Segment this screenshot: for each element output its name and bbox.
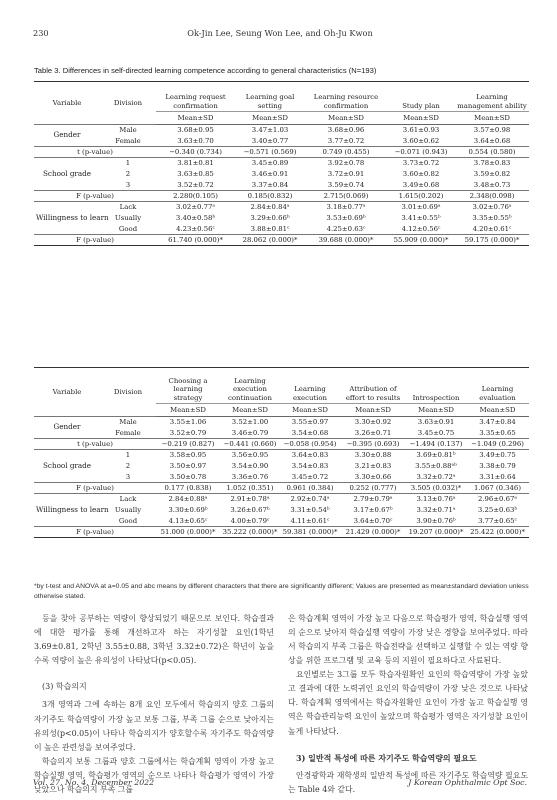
header-mean-sd: Mean±SD <box>305 112 387 125</box>
header-mean-sd: Mean±SD <box>466 404 529 417</box>
value-cell: 61.740 (0.000)* <box>156 235 235 246</box>
table-row <box>34 527 529 538</box>
division-cell: F (p-value) <box>34 483 156 494</box>
paragraph: 안경광학과 재학생의 일반적 특성에 따른 자기주도 학습역량 필요도는 Table 4와 같다. <box>288 770 528 794</box>
header-mean-sd: Mean±SD <box>340 404 406 417</box>
value-cell: 3.47±0.84 <box>466 417 529 428</box>
header-mean-sd: Mean±SD <box>220 404 280 417</box>
value-cell: 3.77±0.72 <box>327 136 365 145</box>
value-cell: 3.47±1.03 <box>235 125 305 136</box>
header-col: Learning goal setting <box>245 93 295 110</box>
value-cell: 3.81±0.81 <box>156 158 235 169</box>
paragraph: 등을 찾아 공부하는 역량이 향상되었기 때문으로 보인다. 학습결과에 대한 평가를 통해 개선하고자 하는 자기성찰 요인(1학년 3.69±0.81, 2학년 3.55±0.88, 3학년 3.32±0.72)은 학년이 높을수록 역량이 높은 유의성이 나타났다(p<0.05). <box>34 614 274 666</box>
value-cell: −0.571 (0.569) <box>235 147 305 158</box>
header-col: Learning execution <box>293 385 327 402</box>
value-cell: 3.59±0.74 <box>327 180 365 189</box>
header-mean-sd: Mean±SD <box>406 404 466 417</box>
header-mean-sd: Mean±SD <box>280 404 340 417</box>
value-cell: 2.280(0.105) <box>156 191 235 202</box>
division-cell: 1 <box>100 450 156 461</box>
value-cell: 4.12±0.56ᶜ <box>401 224 441 233</box>
table-3-part-1 <box>34 81 529 246</box>
division-cell: t (p-value) <box>34 147 156 158</box>
value-cell: 3.45±0.75 <box>417 428 455 437</box>
value-cell: 3.17±0.67ᵇ <box>353 505 393 514</box>
value-cell: 1.067 (0.346) <box>466 483 529 494</box>
value-cell: 3.40±0.58ᵇ <box>175 213 216 222</box>
table-row <box>34 191 529 202</box>
division-cell: Lack <box>100 202 156 213</box>
division-cell: Lack <box>100 494 156 505</box>
value-cell: 2.91±0.78ᵃ <box>220 494 280 505</box>
value-cell: 3.68±0.95 <box>156 125 235 136</box>
value-cell: 3.55±1.06 <box>156 417 220 428</box>
paragraph: 3개 영역과 그에 속하는 8개 요인 모두에서 학습의지 양호 그룹의 자기주도 학습역량이 가장 높고 보통 그룹, 부족 그룹 순으로 낮아지는 유의성(p<0.05)이 나타나 학습의지가 양호할수록 자기주도 학습역량이 높은 관련성을 보여주었다. <box>34 700 274 752</box>
value-cell: 3.40±0.77 <box>251 136 289 145</box>
value-cell: 3.13±0.76ᵃ <box>406 494 466 505</box>
value-cell: 3.92±0.78 <box>305 158 387 169</box>
value-cell: 3.29±0.66ᵇ <box>250 213 290 222</box>
value-cell: 3.26±0.67ᵇ <box>230 505 270 514</box>
table-row <box>34 235 529 246</box>
value-cell: 3.21±0.83 <box>354 461 392 470</box>
value-cell: 25.422 (0.000)* <box>466 527 529 538</box>
value-cell: −0.058 (0.954) <box>280 439 340 450</box>
value-cell: 55.909 (0.000)* <box>387 235 455 246</box>
table-row <box>34 224 529 235</box>
division-cell: F (p-value) <box>34 191 156 202</box>
value-cell: 3.31±0.64 <box>479 472 516 481</box>
value-cell: 4.23±0.56ᶜ <box>176 224 215 233</box>
value-cell: 3.57±0.98 <box>455 125 529 136</box>
value-cell: 3.49±0.68 <box>402 180 440 189</box>
value-cell: 3.30±0.92 <box>340 417 406 428</box>
value-cell: 3.77±0.65ᶜ <box>478 516 517 525</box>
value-cell: 3.55±0.88ᵃᵇ <box>415 461 457 470</box>
value-cell: 3.38±0.79 <box>479 461 516 470</box>
value-cell: 3.30±0.66 <box>354 472 392 481</box>
table-row <box>34 125 529 136</box>
value-cell: 4.25±0.63ᶜ <box>326 224 366 233</box>
variable-cell: Gender <box>34 417 100 439</box>
table-row <box>34 494 529 505</box>
value-cell: 3.31±0.54ᵇ <box>290 505 330 514</box>
value-cell: 3.64±0.83 <box>280 450 340 461</box>
variable-cell: Gender <box>34 125 100 147</box>
header-mean-sd: Mean±SD <box>156 112 235 125</box>
division-cell: F (p-value) <box>34 235 156 246</box>
paragraph: 요인별로는 3그룹 모두 학습자원확인 요인의 학습역량이 가장 높았고 결과에 대한 노력귀인 요인의 학습역량이 가장 낮은 것으로 나타났다. 학습계획 영역에서는 학습자원확인 요인이 가장 높고 학습실행 영역은 학습관리능력 요인이 높았으며 학습평가 영역은 자기성찰 요인이 높게 나타났다. <box>288 670 528 736</box>
table-row <box>34 169 529 180</box>
division-cell: Male <box>100 417 156 428</box>
division-cell: 2 <box>125 169 131 178</box>
value-cell: 3.64±0.70ᶜ <box>353 516 393 525</box>
header-col: Attribution of effort to results <box>345 385 401 402</box>
value-cell: 59.175 (0.000)* <box>455 235 529 246</box>
value-cell: 3.54±0.68 <box>291 428 329 437</box>
value-cell: 4.20±0.61ᶜ <box>472 224 512 233</box>
header-col: Learning evaluation <box>479 385 516 402</box>
division-cell: Usually <box>114 213 142 222</box>
table-row <box>34 439 529 450</box>
division-cell: t (p-value) <box>34 439 156 450</box>
value-cell: 35.222 (0.000)* <box>220 527 280 538</box>
division-cell: 3 <box>125 472 131 481</box>
header-col: Learning request confirmation <box>165 93 226 110</box>
value-cell: 3.01±0.69ᵃ <box>387 202 455 213</box>
value-cell: −1.494 (0.137) <box>406 439 466 450</box>
page-number: 230 <box>33 28 49 38</box>
value-cell: 3.18±0.77ᵃ <box>305 202 387 213</box>
value-cell: 4.13±0.65ᶜ <box>168 516 208 525</box>
table-row <box>34 472 529 483</box>
value-cell: −0.219 (0.827) <box>156 439 220 450</box>
value-cell: 4.00±0.79ᶜ <box>230 516 270 525</box>
table-footnote: *by t-test and ANOVA at a=0.05 and abc means by different characters that there are significantly different; Values are presented as mean±standard deviation unless otherwise stated. <box>34 583 529 600</box>
table-3-part-2 <box>34 367 529 538</box>
value-cell: 3.50±0.97 <box>169 461 207 470</box>
value-cell: −0.441 (0.660) <box>220 439 280 450</box>
division-cell: Usually <box>114 505 142 514</box>
value-cell: 3.53±0.69ᵇ <box>326 213 366 222</box>
value-cell: 3.32±0.71ᵃ <box>416 505 456 514</box>
value-cell: −0.395 (0.693) <box>340 439 406 450</box>
value-cell: 2.79±0.79ᵃ <box>340 494 406 505</box>
value-cell: 2.84±0.84ᵃ <box>235 202 305 213</box>
value-cell: 1.615(0.202) <box>387 191 455 202</box>
value-cell: 2.92±0.74ᵃ <box>280 494 340 505</box>
division-cell: 1 <box>100 158 156 169</box>
header-col: Learning resource confirmation <box>313 93 379 110</box>
variable-cell: Willingness to learn <box>34 494 100 527</box>
value-cell: 3.46±0.79 <box>231 428 269 437</box>
division-cell: Female <box>115 428 141 437</box>
value-cell: 3.36±0.76 <box>231 472 269 481</box>
value-cell: 51.000 (0.000)* <box>156 527 220 538</box>
variable-cell: School grade <box>34 450 100 483</box>
table-row <box>34 483 529 494</box>
value-cell: 2.84±0.88ᵃ <box>156 494 220 505</box>
paragraph: 학습의지 보통 그룹과 양호 그룹에서는 학습계획 영역이 가장 높고 학습실행 영역, 학습평가 영역의 순으로 나타나 학습평가 영역이 가장 낮았으나 학습의지 부족 그룹 <box>34 756 274 794</box>
value-cell: 3.48±0.73 <box>473 180 511 189</box>
value-cell: 3.63±0.91 <box>406 417 466 428</box>
header-col: Study plan <box>402 101 440 110</box>
body-column-left <box>34 612 274 797</box>
table-body <box>34 417 529 538</box>
value-cell: 3.50±0.78 <box>169 472 207 481</box>
value-cell: 3.90±0.76ᵇ <box>416 516 456 525</box>
table-row <box>34 417 529 428</box>
value-cell: −0.071 (0.943) <box>387 147 455 158</box>
table-row <box>34 136 529 147</box>
table-row <box>34 202 529 213</box>
value-cell: −0.340 (0.734) <box>156 147 235 158</box>
value-cell: 3.37±0.84 <box>251 180 289 189</box>
running-header <box>33 28 527 42</box>
table-row <box>34 428 529 439</box>
running-footer <box>33 778 527 790</box>
value-cell: 3.49±0.75 <box>466 450 529 461</box>
body-column-right <box>288 612 528 797</box>
value-cell: 3.46±0.91 <box>251 169 289 178</box>
header-division: Division <box>113 387 143 396</box>
header-col: Choosing a learning strategy <box>168 377 208 402</box>
value-cell: −1.049 (0.296) <box>466 439 529 450</box>
value-cell: 3.73±0.72 <box>387 158 455 169</box>
variable-cell: School grade <box>34 158 100 191</box>
value-cell: 3.02±0.77ᵃ <box>156 202 235 213</box>
value-cell: 2.96±0.67ᵃ <box>466 494 529 505</box>
division-cell: 3 <box>125 180 131 189</box>
table-row <box>34 158 529 169</box>
value-cell: 3.54±0.90 <box>231 461 269 470</box>
header-mean-sd: Mean±SD <box>235 112 305 125</box>
table-row <box>34 147 529 158</box>
value-cell: 3.63±0.70 <box>177 136 214 145</box>
section-heading: (3) 학습의지 <box>42 682 87 692</box>
value-cell: 28.062 (0.000)* <box>235 235 305 246</box>
table-row <box>34 450 529 461</box>
value-cell: 3.54±0.83 <box>291 461 329 470</box>
value-cell: 0.252 (0.777) <box>340 483 406 494</box>
value-cell: 3.61±0.93 <box>387 125 455 136</box>
paragraph: 은 학습계획 영역이 가장 높고 다음으로 학습평가 영역, 학습실행 영역의 순으로 낮아져 학습실행 역량이 가장 낮은 경향을 보여주었다. 따라서 학습의지 부족 그룹은 학습전략을 선택하고 실행할 수 있는 역량 향상을 위한 프로그램 및 교육 등의 지원이 필요하다고 사료된다. <box>288 614 528 666</box>
variable-cell: Willingness to learn <box>34 202 100 235</box>
value-cell: 3.30±0.69ᵇ <box>168 505 208 514</box>
value-cell: 3.78±0.83 <box>455 158 529 169</box>
value-cell: 3.59±0.82 <box>473 169 511 178</box>
division-cell: 2 <box>125 461 131 470</box>
value-cell: 3.41±0.55ᵇ <box>401 213 441 222</box>
division-cell: Male <box>100 125 156 136</box>
division-cell: Good <box>118 224 138 233</box>
header-col: Learning management ability <box>457 93 527 110</box>
header-col: Introspection <box>412 393 460 402</box>
table-caption: Table 3. Differences in self-directed learning competence according to general characteristics (N=193) <box>34 66 377 75</box>
value-cell: 0.185(0.832) <box>235 191 305 202</box>
value-cell: 0.961 (0.384) <box>280 483 340 494</box>
value-cell: 39.688 (0.000)* <box>305 235 387 246</box>
division-cell: Female <box>115 136 141 145</box>
value-cell: 3.64±0.68 <box>473 136 511 145</box>
value-cell: 19.207 (0.000)* <box>406 527 466 538</box>
header-variable: Variable <box>52 387 82 396</box>
value-cell: 3.63±0.85 <box>177 169 214 178</box>
division-cell: F (p-value) <box>34 527 156 538</box>
header-authors: Ok-Jin Lee, Seung Won Lee, and Oh-Ju Kwon <box>187 28 373 38</box>
value-cell: 3.02±0.76ᵃ <box>455 202 529 213</box>
value-cell: 3.35±0.65 <box>479 428 516 437</box>
table-row <box>34 516 529 527</box>
table-row <box>34 180 529 191</box>
header-mean-sd: Mean±SD <box>455 112 529 125</box>
header-mean-sd: Mean±SD <box>156 404 220 417</box>
value-cell: 1.052 (0.351) <box>220 483 280 494</box>
value-cell: 3.30±0.88 <box>340 450 406 461</box>
section-heading: 3) 일반적 특성에 따른 자기주도 학습역량의 필요도 <box>296 752 477 763</box>
footer-journal: J Korean Ophthalmic Opt Soc. <box>408 778 527 787</box>
value-cell: 3.52±0.79 <box>169 428 207 437</box>
header-variable: Variable <box>52 98 82 107</box>
value-cell: 3.88±0.81ᶜ <box>250 224 290 233</box>
table-body <box>34 125 529 246</box>
header-mean-sd: Mean±SD <box>387 112 455 125</box>
value-cell: 0.749 (0.455) <box>305 147 387 158</box>
division-cell: Good <box>118 516 138 525</box>
header-division: Division <box>113 98 143 107</box>
value-cell: 3.55±0.97 <box>280 417 340 428</box>
value-cell: 3.58±0.95 <box>156 450 220 461</box>
value-cell: 3.60±0.62 <box>402 136 440 145</box>
value-cell: 2.715(0.069) <box>305 191 387 202</box>
value-cell: 4.11±0.61ᶜ <box>290 516 330 525</box>
value-cell: 2.348(0.098) <box>455 191 529 202</box>
value-cell: 3.32±0.72ᵃ <box>416 472 456 481</box>
value-cell: 3.56±0.95 <box>220 450 280 461</box>
value-cell: 0.554 (0.580) <box>455 147 529 158</box>
value-cell: 3.72±0.91 <box>327 169 365 178</box>
value-cell: 3.69±0.81ᵇ <box>406 450 466 461</box>
value-cell: 3.52±0.72 <box>177 180 214 189</box>
value-cell: 3.68±0.96 <box>305 125 387 136</box>
value-cell: 21.429 (0.000)* <box>340 527 406 538</box>
value-cell: 3.45±0.72 <box>291 472 329 481</box>
value-cell: 3.60±0.82 <box>402 169 440 178</box>
value-cell: 3.45±0.89 <box>235 158 305 169</box>
value-cell: 0.177 (0.838) <box>156 483 220 494</box>
value-cell: 3.52±1.00 <box>220 417 280 428</box>
footer-volume: Vol. 27, No. 4, December 2022 <box>33 778 155 787</box>
value-cell: 3.26±0.71 <box>354 428 392 437</box>
value-cell: 3.505 (0.032)* <box>406 483 466 494</box>
value-cell: 59.381 (0.000)* <box>280 527 340 538</box>
table-row <box>34 461 529 472</box>
value-cell: 3.25±0.63ᵇ <box>477 505 518 514</box>
value-cell: 3.35±0.55ᵇ <box>472 213 512 222</box>
header-col: Learning execution continuation <box>228 377 272 402</box>
